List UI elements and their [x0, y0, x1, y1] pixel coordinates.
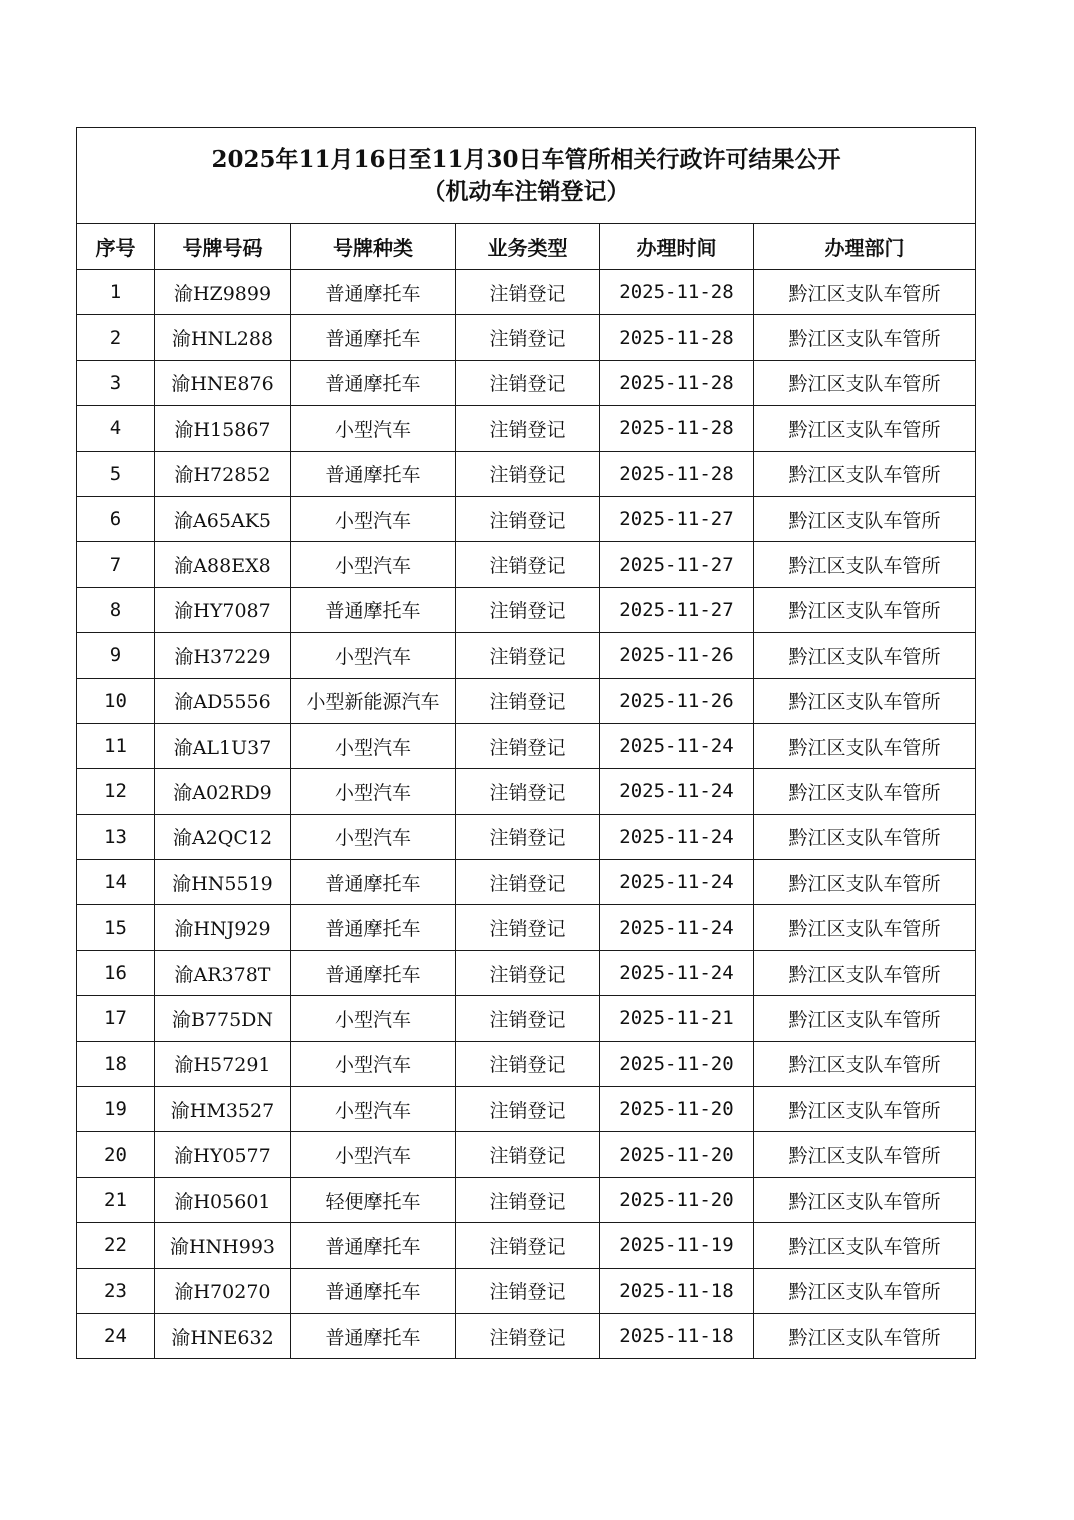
- cell-business-type: 注销登记: [456, 678, 600, 723]
- cell-plate-number: 渝A88EX8: [155, 542, 291, 587]
- cell-business-type: 注销登记: [456, 1132, 600, 1177]
- cell-date: 2025-11-28: [600, 360, 754, 405]
- table-row: [77, 315, 976, 360]
- table-row: [77, 678, 976, 723]
- cell-plate-type: 普通摩托车: [291, 1313, 456, 1358]
- cell-date: 2025-11-24: [600, 905, 754, 950]
- cell-date: 2025-11-20: [600, 1041, 754, 1086]
- cell-plate-number: 渝HY0577: [155, 1132, 291, 1177]
- cell-plate-number: 渝HNE632: [155, 1313, 291, 1358]
- cell-plate-type: 小型汽车: [291, 406, 456, 451]
- cell-business-type: 注销登记: [456, 1313, 600, 1358]
- cell-index: 11: [77, 723, 155, 768]
- cell-index: 1: [77, 270, 155, 315]
- table-row: [77, 996, 976, 1041]
- cell-index: 24: [77, 1313, 155, 1358]
- cell-index: 9: [77, 633, 155, 678]
- cell-plate-type: 普通摩托车: [291, 315, 456, 360]
- cell-date: 2025-11-24: [600, 814, 754, 859]
- cell-business-type: 注销登记: [456, 1268, 600, 1313]
- cell-index: 12: [77, 769, 155, 814]
- cell-date: 2025-11-20: [600, 1177, 754, 1222]
- cell-index: 21: [77, 1177, 155, 1222]
- cell-plate-type: 小型汽车: [291, 1132, 456, 1177]
- cell-business-type: 注销登记: [456, 633, 600, 678]
- cell-date: 2025-11-18: [600, 1313, 754, 1358]
- cell-index: 14: [77, 860, 155, 905]
- cell-business-type: 注销登记: [456, 723, 600, 768]
- cell-date: 2025-11-24: [600, 723, 754, 768]
- cell-plate-type: 小型汽车: [291, 1041, 456, 1086]
- table-row: [77, 950, 976, 995]
- cell-index: 22: [77, 1223, 155, 1268]
- table-row: [77, 860, 976, 905]
- cell-date: 2025-11-20: [600, 1087, 754, 1132]
- table-row: [77, 542, 976, 587]
- cell-plate-number: 渝HN5519: [155, 860, 291, 905]
- cell-department: 黔江区支队车管所: [754, 360, 976, 405]
- cell-index: 17: [77, 996, 155, 1041]
- cell-plate-number: 渝AR378T: [155, 950, 291, 995]
- cell-business-type: 注销登记: [456, 814, 600, 859]
- table-row: [77, 905, 976, 950]
- table-row: [77, 723, 976, 768]
- cell-date: 2025-11-27: [600, 496, 754, 541]
- cell-date: 2025-11-18: [600, 1268, 754, 1313]
- cell-plate-type: 小型汽车: [291, 814, 456, 859]
- cell-plate-type: 普通摩托车: [291, 270, 456, 315]
- cell-plate-type: 普通摩托车: [291, 905, 456, 950]
- cell-plate-number: 渝A02RD9: [155, 769, 291, 814]
- cell-business-type: 注销登记: [456, 360, 600, 405]
- cell-index: 6: [77, 496, 155, 541]
- cell-index: 20: [77, 1132, 155, 1177]
- cell-index: 19: [77, 1087, 155, 1132]
- cell-department: 黔江区支队车管所: [754, 814, 976, 859]
- cell-plate-type: 轻便摩托车: [291, 1177, 456, 1222]
- cell-plate-number: 渝B775DN: [155, 996, 291, 1041]
- column-header-business-type: 业务类型: [456, 224, 600, 270]
- cell-business-type: 注销登记: [456, 860, 600, 905]
- cell-date: 2025-11-20: [600, 1132, 754, 1177]
- header-row: [77, 224, 976, 270]
- cell-department: 黔江区支队车管所: [754, 406, 976, 451]
- column-header-index: 序号: [77, 224, 155, 270]
- cell-business-type: 注销登记: [456, 1041, 600, 1086]
- title-subtitle: （机动车注销登记）: [422, 177, 630, 205]
- cell-plate-number: 渝A2QC12: [155, 814, 291, 859]
- cell-business-type: 注销登记: [456, 270, 600, 315]
- cell-plate-type: 普通摩托车: [291, 1268, 456, 1313]
- table-row: [77, 587, 976, 632]
- column-header-department: 办理部门: [754, 224, 976, 270]
- cell-department: 黔江区支队车管所: [754, 1223, 976, 1268]
- cell-business-type: 注销登记: [456, 905, 600, 950]
- table-row: [77, 1087, 976, 1132]
- table-row: [77, 1132, 976, 1177]
- cell-department: 黔江区支队车管所: [754, 542, 976, 587]
- table-row: [77, 451, 976, 496]
- cell-department: 黔江区支队车管所: [754, 1041, 976, 1086]
- table-row: [77, 1313, 976, 1358]
- cell-plate-number: 渝H57291: [155, 1041, 291, 1086]
- cell-department: 黔江区支队车管所: [754, 1313, 976, 1358]
- title-main: 2025年11月16日至11月30日车管所相关行政许可结果公开: [211, 145, 841, 173]
- cell-business-type: 注销登记: [456, 542, 600, 587]
- cell-plate-number: 渝HNL288: [155, 315, 291, 360]
- cell-plate-type: 普通摩托车: [291, 950, 456, 995]
- cell-plate-type: 普通摩托车: [291, 860, 456, 905]
- cell-plate-type: 小型汽车: [291, 723, 456, 768]
- cell-index: 23: [77, 1268, 155, 1313]
- cell-date: 2025-11-24: [600, 769, 754, 814]
- cell-business-type: 注销登记: [456, 451, 600, 496]
- table-row: [77, 406, 976, 451]
- cell-index: 3: [77, 360, 155, 405]
- cell-date: 2025-11-28: [600, 451, 754, 496]
- cell-business-type: 注销登记: [456, 496, 600, 541]
- cell-plate-type: 小型新能源汽车: [291, 678, 456, 723]
- cell-date: 2025-11-24: [600, 860, 754, 905]
- cell-department: 黔江区支队车管所: [754, 633, 976, 678]
- cell-index: 7: [77, 542, 155, 587]
- cell-plate-number: 渝HNJ929: [155, 905, 291, 950]
- cell-department: 黔江区支队车管所: [754, 270, 976, 315]
- cell-department: 黔江区支队车管所: [754, 587, 976, 632]
- cell-index: 2: [77, 315, 155, 360]
- cell-index: 10: [77, 678, 155, 723]
- cell-date: 2025-11-26: [600, 633, 754, 678]
- cell-plate-type: 小型汽车: [291, 496, 456, 541]
- cell-business-type: 注销登记: [456, 1223, 600, 1268]
- cell-index: 5: [77, 451, 155, 496]
- results-table: [76, 127, 976, 1359]
- cell-plate-number: 渝H05601: [155, 1177, 291, 1222]
- cell-index: 18: [77, 1041, 155, 1086]
- cell-plate-type: 普通摩托车: [291, 451, 456, 496]
- cell-plate-number: 渝H15867: [155, 406, 291, 451]
- cell-date: 2025-11-24: [600, 950, 754, 995]
- cell-plate-type: 小型汽车: [291, 633, 456, 678]
- cell-department: 黔江区支队车管所: [754, 769, 976, 814]
- cell-plate-type: 普通摩托车: [291, 360, 456, 405]
- cell-business-type: 注销登记: [456, 406, 600, 451]
- cell-department: 黔江区支队车管所: [754, 1132, 976, 1177]
- table-row: [77, 769, 976, 814]
- cell-department: 黔江区支队车管所: [754, 315, 976, 360]
- cell-department: 黔江区支队车管所: [754, 950, 976, 995]
- cell-plate-number: 渝A65AK5: [155, 496, 291, 541]
- cell-plate-number: 渝HNE876: [155, 360, 291, 405]
- cell-business-type: 注销登记: [456, 315, 600, 360]
- cell-department: 黔江区支队车管所: [754, 1177, 976, 1222]
- column-header-plate-type: 号牌种类: [291, 224, 456, 270]
- cell-date: 2025-11-27: [600, 542, 754, 587]
- cell-department: 黔江区支队车管所: [754, 860, 976, 905]
- cell-plate-number: 渝HZ9899: [155, 270, 291, 315]
- cell-plate-type: 小型汽车: [291, 1087, 456, 1132]
- cell-index: 13: [77, 814, 155, 859]
- table-title: [77, 128, 976, 224]
- cell-index: 8: [77, 587, 155, 632]
- cell-date: 2025-11-19: [600, 1223, 754, 1268]
- table-body: [77, 270, 976, 1359]
- table-row: [77, 1223, 976, 1268]
- table-row: [77, 1041, 976, 1086]
- table-row: [77, 633, 976, 678]
- cell-business-type: 注销登记: [456, 950, 600, 995]
- cell-date: 2025-11-28: [600, 406, 754, 451]
- cell-plate-number: 渝HNH993: [155, 1223, 291, 1268]
- cell-department: 黔江区支队车管所: [754, 496, 976, 541]
- cell-business-type: 注销登记: [456, 996, 600, 1041]
- cell-plate-number: 渝H72852: [155, 451, 291, 496]
- table-row: [77, 1177, 976, 1222]
- table-row: [77, 270, 976, 315]
- cell-department: 黔江区支队车管所: [754, 905, 976, 950]
- cell-plate-type: 小型汽车: [291, 996, 456, 1041]
- cell-date: 2025-11-28: [600, 270, 754, 315]
- cell-department: 黔江区支队车管所: [754, 1268, 976, 1313]
- table-row: [77, 360, 976, 405]
- cell-business-type: 注销登记: [456, 587, 600, 632]
- cell-plate-number: 渝AD5556: [155, 678, 291, 723]
- cell-index: 4: [77, 406, 155, 451]
- cell-department: 黔江区支队车管所: [754, 723, 976, 768]
- cell-date: 2025-11-21: [600, 996, 754, 1041]
- column-header-date: 办理时间: [600, 224, 754, 270]
- cell-index: 15: [77, 905, 155, 950]
- cell-date: 2025-11-27: [600, 587, 754, 632]
- table-row: [77, 814, 976, 859]
- cell-date: 2025-11-26: [600, 678, 754, 723]
- cell-business-type: 注销登记: [456, 1177, 600, 1222]
- cell-plate-type: 小型汽车: [291, 769, 456, 814]
- cell-department: 黔江区支队车管所: [754, 678, 976, 723]
- table-row: [77, 496, 976, 541]
- cell-plate-number: 渝HM3527: [155, 1087, 291, 1132]
- cell-plate-number: 渝H70270: [155, 1268, 291, 1313]
- column-header-plate-number: 号牌号码: [155, 224, 291, 270]
- cell-department: 黔江区支队车管所: [754, 451, 976, 496]
- cell-plate-type: 普通摩托车: [291, 587, 456, 632]
- cell-plate-number: 渝AL1U37: [155, 723, 291, 768]
- cell-department: 黔江区支队车管所: [754, 1087, 976, 1132]
- cell-plate-type: 普通摩托车: [291, 1223, 456, 1268]
- cell-business-type: 注销登记: [456, 1087, 600, 1132]
- cell-plate-type: 小型汽车: [291, 542, 456, 587]
- cell-plate-number: 渝HY7087: [155, 587, 291, 632]
- cell-department: 黔江区支队车管所: [754, 996, 976, 1041]
- cell-index: 16: [77, 950, 155, 995]
- cell-plate-number: 渝H37229: [155, 633, 291, 678]
- cell-business-type: 注销登记: [456, 769, 600, 814]
- table-row: [77, 1268, 976, 1313]
- cell-date: 2025-11-28: [600, 315, 754, 360]
